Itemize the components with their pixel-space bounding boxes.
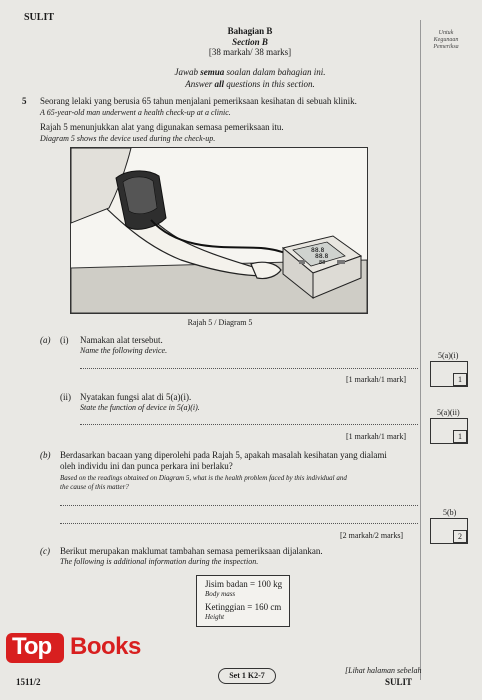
part-a-ii-marks: [1 markah/1 mark] xyxy=(346,432,406,441)
score-max-b: 2 xyxy=(453,530,467,543)
score-label-a-i: 5(a)(i) xyxy=(438,351,459,360)
diagram-intro-ms: Rajah 5 menunjukkan alat yang digunakan semasa pemeriksaan itu. xyxy=(40,122,284,132)
question-number: 5 xyxy=(22,96,27,106)
part-b-en-2: the cause of this matter? xyxy=(60,483,129,491)
intro-ms: Seorang lelaki yang berusia 65 tahun menjalani pemeriksaan kesihatan di sebuah klinik. xyxy=(40,96,357,106)
reading-bottom: 88 xyxy=(319,260,326,266)
part-b-ms-1: Berdasarkan bacaan yang diperolehi pada Rajah 5, apakah masalah kesihatan yang dialami xyxy=(60,450,387,460)
examiner-use-label: Untuk Kegunaan Pemeriksa xyxy=(433,30,459,50)
reading-mid: 88.8 xyxy=(315,253,329,260)
part-c-ms: Berikut merupakan maklumat tambahan semasa pemeriksaan dijalankan. xyxy=(60,546,323,556)
section-title-ms: Bahagian B xyxy=(227,26,273,36)
answer-line-b-2[interactable] xyxy=(60,523,418,524)
part-a-ii-en: State the function of device in 5(a)(i). xyxy=(80,403,200,412)
paper-code: 1511/2 xyxy=(16,677,41,687)
part-a-i-marks: [1 markah/1 mark] xyxy=(346,375,406,384)
part-c-en: The following is additional information during the inspection. xyxy=(60,557,259,566)
height-ms: Ketinggian = 160 cm xyxy=(205,602,282,612)
answer-line-a-i[interactable] xyxy=(80,368,418,369)
part-b-marks: [2 markah/2 marks] xyxy=(340,531,404,540)
set-stamp: Set 1 K2-7 xyxy=(218,668,276,684)
section-marks: [38 markah/ 38 marks] xyxy=(208,47,292,57)
section-title-en: Section B xyxy=(232,37,268,47)
score-label-a-ii: 5(a)(ii) xyxy=(437,408,460,417)
part-b-ms-2: oleh individu ini dan punca perkara ini berlaku? xyxy=(60,461,233,471)
height-en: Height xyxy=(205,613,225,621)
blood-pressure-illustration xyxy=(71,148,367,313)
diagram-caption: Rajah 5 / Diagram 5 xyxy=(187,318,253,327)
part-a-i-label: (i) xyxy=(60,335,69,345)
body-mass-en: Body mass xyxy=(205,590,236,598)
diagram-intro-en: Diagram 5 shows the device used during the check-up. xyxy=(40,134,216,143)
part-a-i-en: Name the following device. xyxy=(80,346,168,355)
topbooks-logo xyxy=(6,631,186,667)
answer-line-a-ii[interactable] xyxy=(80,424,418,425)
part-a-ii-label: (ii) xyxy=(60,392,71,402)
diagram-5-frame xyxy=(70,147,368,314)
part-a-ii-ms: Nyatakan fungsi alat di 5(a)(i). xyxy=(80,392,192,402)
additional-info-box xyxy=(196,575,290,627)
logo-books-text: Books xyxy=(70,633,141,660)
part-a-i-ms: Namakan alat tersebut. xyxy=(80,335,163,345)
score-max-a-i: 1 xyxy=(453,373,467,386)
sulit-header: SULIT xyxy=(24,12,55,23)
logo-top-text: Top xyxy=(12,633,52,660)
score-label-b: 5(b) xyxy=(443,508,457,517)
part-b-label: (b) xyxy=(40,450,51,460)
score-max-a-ii: 1 xyxy=(453,430,467,443)
intro-en: A 65-year-old man underwent a health check-up at a clinic. xyxy=(40,108,231,117)
body-mass-ms: Jisim badan = 100 kg xyxy=(205,579,283,589)
instruction-ms: Jawab semua soalan dalam bahagian ini. xyxy=(174,67,326,77)
answer-line-b-1[interactable] xyxy=(60,505,418,506)
reading-top: 88.8 xyxy=(311,247,325,254)
sulit-footer: SULIT xyxy=(385,677,413,687)
next-page-note: [Lihat halaman sebelah xyxy=(345,666,422,675)
part-c-label: (c) xyxy=(40,546,50,556)
part-b-en-1: Based on the readings obtained on Diagram 5, what is the health problem faced by this individual and xyxy=(60,474,347,482)
instruction-en: Answer all questions in this section. xyxy=(185,79,315,89)
part-a-label: (a) xyxy=(40,335,51,345)
margin-rule xyxy=(420,20,421,680)
